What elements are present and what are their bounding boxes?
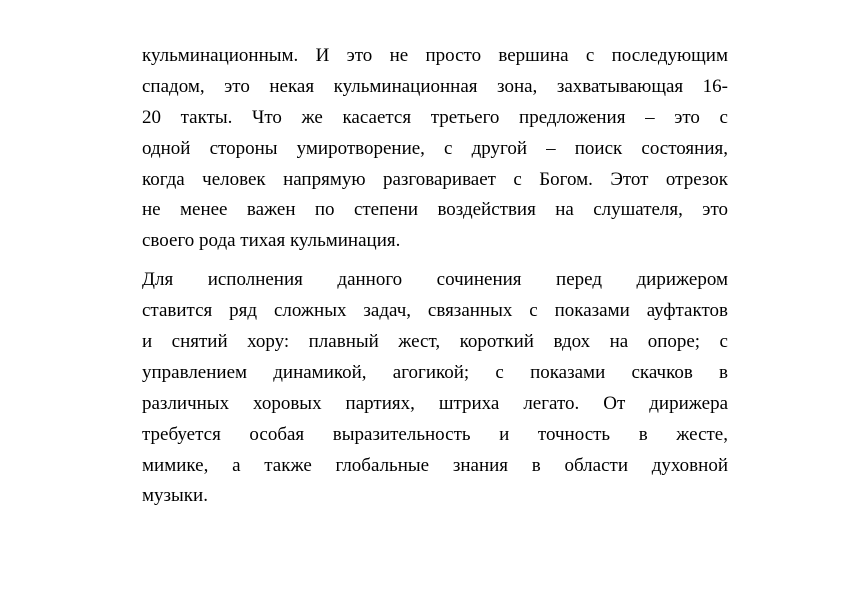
- text-line: 20 такты. Что же касается третьего предложения – это с: [142, 106, 728, 128]
- body-text: [142, 41, 728, 512]
- text-line: кульминационным. И это не просто вершина с последующим: [142, 45, 728, 66]
- paragraph-2: [142, 265, 728, 512]
- text-line: управлением динамикой, агогикой; с показами скачков в: [142, 361, 728, 383]
- text-line: своего рода тихая кульминация.: [142, 230, 401, 252]
- text-line: ставится ряд сложных задач, связанных с показами ауфтактов: [142, 300, 728, 322]
- text-line: и снятий хору: плавный жест, короткий вдох на опоре; с: [142, 331, 728, 353]
- text-line: одной стороны умиротворение, с другой – поиск состояния,: [142, 137, 728, 159]
- text-line: спадом, это некая кульминационная зона, захватывающая 16-: [142, 75, 728, 97]
- text-line: мимике, а также глобальные знания в области духовной: [142, 454, 728, 476]
- text-line: различных хоровых партиях, штриха легато. От дирижера: [142, 392, 728, 414]
- text-line: требуется особая выразительность и точность в жесте,: [142, 423, 728, 445]
- text-line: Для исполнения данного сочинения перед дирижером: [142, 269, 728, 291]
- text-line: музыки.: [142, 485, 208, 507]
- paragraph-1: [142, 41, 728, 257]
- text-line: когда человек напрямую разговаривает с Богом. Этот отрезок: [142, 168, 728, 190]
- text-line: не менее важен по степени воздействия на слушателя, это: [142, 199, 728, 221]
